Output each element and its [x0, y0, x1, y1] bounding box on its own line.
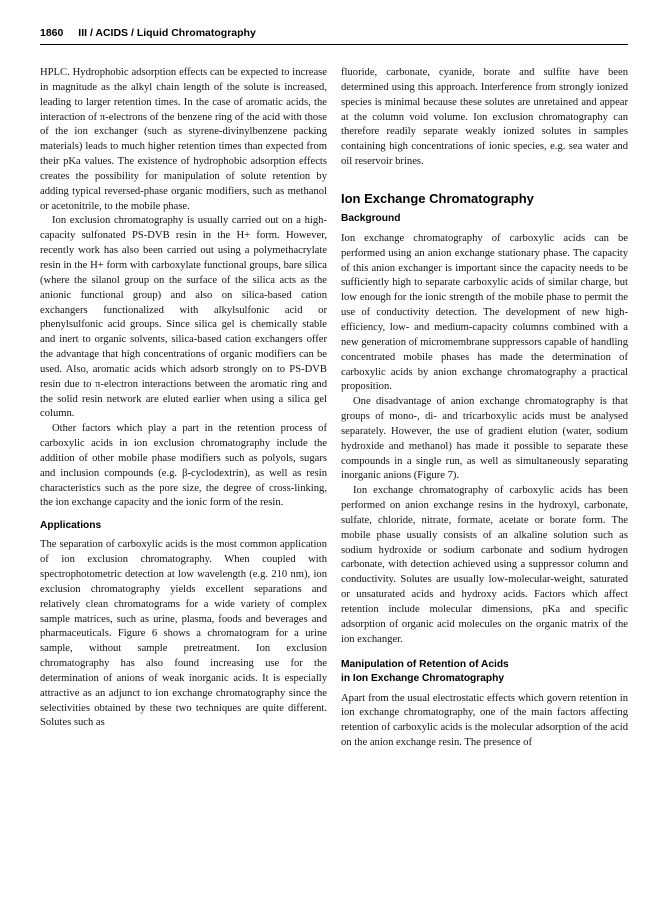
paragraph-other-factors: Other factors which play a part in the retention process of carboxylic acids in ion exclusion chromatography include the addition of other mobile phase modifiers such as polyols, sugars and inclusion compounds (e.g. β-cyclodextrin), as well as resin characteristics such as the pore size, the degree of cross-linking, the ion exchange capacity and the ionic form of the resin.	[40, 423, 327, 509]
paragraph-weak-acid-anions: fluoride, carbonate, cyanide, borate and sulfite have been determined using this approach. Interference from strongly ionized species is minimal because these solutes are unretained and appear at the column void volume. Ion exclusion chromatography can therefore readily separate weakly ionized solutes in samples containing high concentrations of ionic species, e.g. sea water and oil reservoir brines.	[341, 67, 628, 168]
heading-applications: Applications	[40, 520, 102, 532]
left-column	[40, 66, 327, 731]
heading-ion-exchange-chromatography: Ion Exchange Chromatography	[341, 190, 534, 206]
running-title: III / ACIDS / Liquid Chromatography	[78, 27, 256, 39]
heading-manipulation-line-1: Manipulation of Retention of Acids	[341, 658, 509, 670]
page-number: 1860	[40, 27, 64, 39]
heading-manipulation-line-2: in Ion Exchange Chromatography	[341, 672, 505, 684]
heading-background: Background	[341, 212, 401, 224]
running-head	[40, 27, 628, 43]
paragraph-ion-exclusion-resins: Ion exclusion chromatography is usually carried out on a high-capacity sulfonated PS-DVB resin in the H+ form. However, recently work has also been carried out using a polymethacrylate resin in the H+ form with carboxylate functional groups, bare silica (where the silanol group on the surface of the silica acts as the anionic functional group) and also on silica-based cation exchangers functionalized with alkylsulfonic acid or phenylsulfonic acid groups. Since silica gel is chemically stable and inert to organic solvents, silica-based cation exchangers offer the advantage that high concentrations of organic modifiers can be used. Also, aromatic acids which adsorb strongly on to PS-DVB resin due to π-electron interactions between the aromatic ring and the solid resin network are eluted earlier when using a silica gel column.	[40, 215, 327, 420]
header-rule	[40, 44, 628, 45]
paragraph-hydrophobic-adsorption: HPLC. Hydrophobic adsorption effects can be expected to increase in magnitude as the alkyl chain length of the solute is increased, leading to larger retention times. In the case of aromatic acids, the interaction of π-electrons of the benzene ring of the acid with those of the ion exchanger (such as styrene-divinylbenzene packing materials) leads to much higher retention times than expected from their pKa values. The existence of hydrophobic adsorption effects creates the possibility for manipulation of solute retention by adding typical reversed-phase organic modifiers, such as methanol or acetonitrile, to the mobile phase.	[40, 67, 327, 212]
paragraph-disadvantage: One disadvantage of anion exchange chromatography is that groups of mono-, di- and tricarboxylic acids must be analysed separately. However, the use of gradient elution (water, sodium hydroxide and methanol) has made it possible to separate these compounds in a single run, as well as simultaneously separating inorganic anions (Figure 7).	[341, 396, 628, 482]
paragraph-manipulation: Apart from the usual electrostatic effects which govern retention in ion exchange chromatography, one of the main factors affecting retention of carboxylic acids is the molecular adsorption of the acid on the anion exchange resin. The presence of	[341, 692, 628, 749]
paragraph-applications: The separation of carboxylic acids is the most common application of ion exclusion chromatography. When coupled with spectrophotometric detection at low wavelength (e.g. 210 nm), ion exclusion chromatography yields excellent separations and relatively clean chromatograms for a wide variety of complex sample matrices, such as urine, plasma, foods and beverages and pharmaceuticals. Figure 6 shows a chromatogram for a urine sample, without sample pretreatment. Ion exclusion chromatography has also found increasing use for the determination of anions of weak inorganic acids. It is especially attractive as an adjunct to ion exchange chromatography since the selectivities obtained by these two techniques are quite different. Solutes such as	[40, 539, 327, 729]
heading-manipulation-of-retention	[341, 658, 628, 686]
right-column	[341, 66, 628, 751]
paragraph-background: Ion exchange chromatography of carboxylic acids can be performed using an anion exchange stationary phase. The capacity of this anion exchanger is important since the capacity needs to be sufficiently high to separate carboxylic acids of similar charge, but low enough for the ionic strength of the mobile phase to permit the use of conductivity detection. The development of new high-efficiency, low- and medium-capacity columns combined with a new generation of micromembrane suppressors capable of handling concentrated mobile phases has made the determination of carboxylic acids by anion exchange chromatography a practical proposition.	[341, 232, 628, 393]
paragraph-anion-exchange-resins: Ion exchange chromatography of carboxylic acids has been performed on anion exchange resins in the hydroxyl, carbonate, sulfate, chloride, nitrate, formate, acetate or borate form. The mobile phase usually consists of an alkaline solution such as sodium hydroxide or sodium carbonate and sodium hydrogen carbonate, with detection achieved using a suppressor column and conductivity. Solutes are usually low-molecular-weight, saturated or unsaturated acids and hydroxy acids. Factors which affect retention include molecular dimensions, pKa and specific adsorption of organic acid molecules on the organic matrix of the ion exchanger.	[341, 485, 628, 645]
